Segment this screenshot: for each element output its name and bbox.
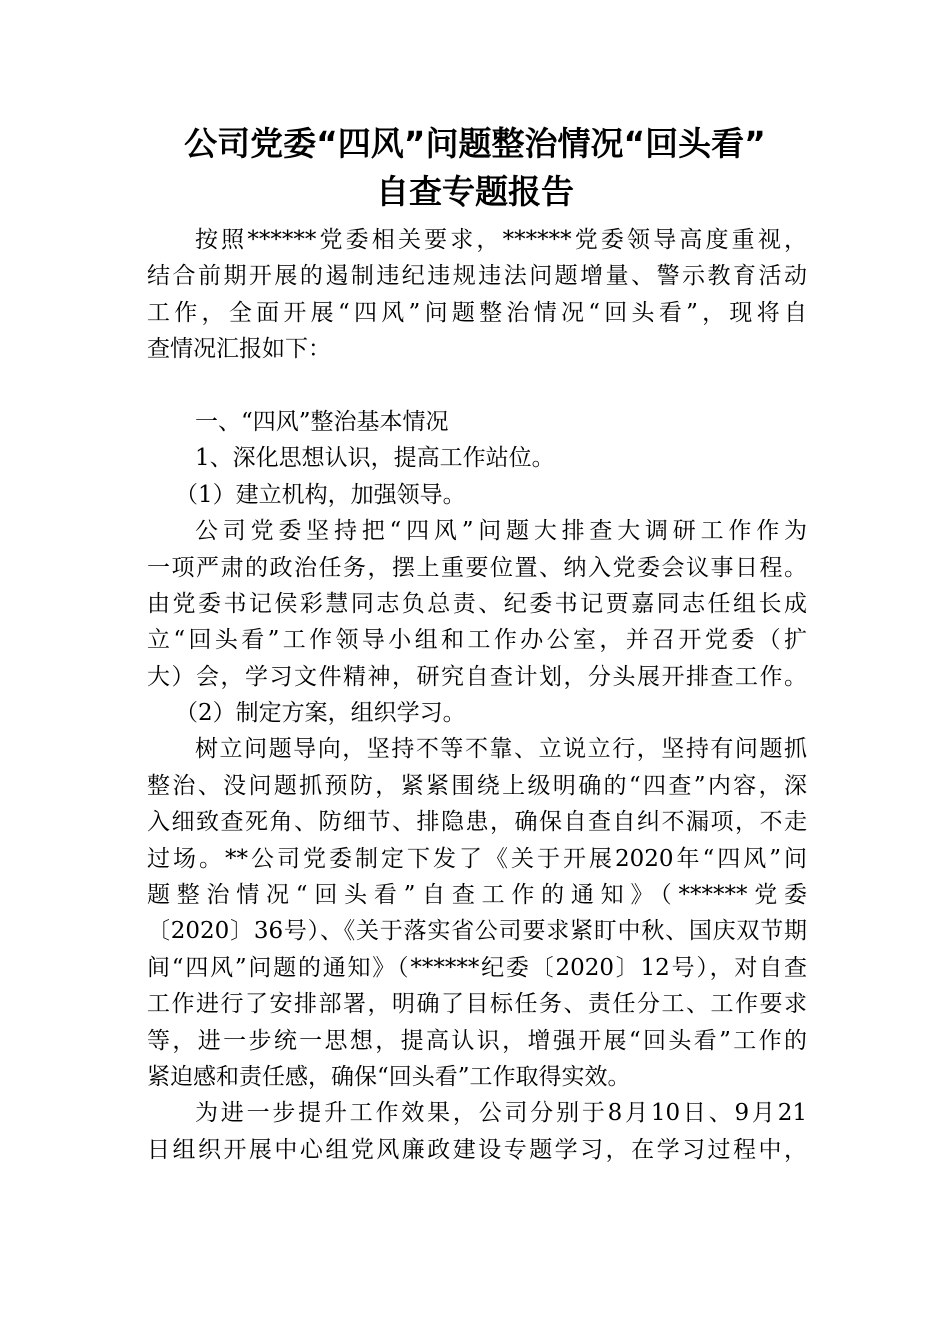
body-line: 立“回头看”工作领导小组和工作办公室，并召开党委（扩 xyxy=(147,627,807,654)
body-line: 一、“四风”整治基本情况 xyxy=(195,408,449,435)
body-line: 公司党委坚持把“四风”问题大排查大调研工作作为 xyxy=(195,518,807,545)
document-body xyxy=(147,222,807,1168)
body-line: 为进一步提升工作效果，公司分别于8月10日、9月21 xyxy=(195,1100,807,1127)
body-line: 入细致查死角、防细节、排隐患，确保自查自纠不漏项，不走 xyxy=(147,809,807,836)
body-line: 间“四风”问题的通知》（******纪委〔2020〕12号），对自查 xyxy=(147,954,807,981)
body-line: 等，进一步统一思想，提高认识，增强开展“回头看”工作的 xyxy=(147,1027,807,1054)
body-line: 工作，全面开展“四风”问题整治情况“回头看”，现将自 xyxy=(147,299,807,326)
body-line: 按照******党委相关要求，******党委领导高度重视， xyxy=(195,227,807,253)
body-line: 大）会，学习文件精神，研究自查计划，分头展开排查工作。 xyxy=(147,663,807,690)
body-line: 查情况汇报如下： xyxy=(147,336,331,363)
body-line: 工作进行了安排部署，明确了目标任务、责任分工、工作要求 xyxy=(147,991,807,1018)
body-line: 树立问题导向，坚持不等不靠、立说立行，坚持有问题抓 xyxy=(195,736,807,763)
body-line: （1）建立机构，加强领导。 xyxy=(175,481,466,508)
blank-line xyxy=(147,368,807,404)
body-line: 题整治情况“回头看”自查工作的通知》（******党委 xyxy=(147,882,807,909)
body-line: 整治、没问题抓预防，紧紧围绕上级明确的“四查”内容，深 xyxy=(147,772,807,799)
body-line: 过场。**公司党委制定下发了《关于开展2020年“四风”问 xyxy=(147,845,807,872)
body-line: 紧迫感和责任感，确保“回头看”工作取得实效。 xyxy=(147,1063,631,1090)
body-line: 〔2020〕36号）、《关于落实省公司要求紧盯中秋、国庆双节期 xyxy=(147,918,807,945)
body-line: 1、深化思想认识，提高工作站位。 xyxy=(195,445,555,472)
body-line: 由党委书记侯彩慧同志负总责、纪委书记贾嘉同志任组长成 xyxy=(147,590,807,617)
document-title-line2: 自查专题报告 xyxy=(376,172,574,211)
body-line: 结合前期开展的遏制违纪违规违法问题增量、警示教育活动 xyxy=(147,263,807,290)
body-line: （2）制定方案，组织学习。 xyxy=(175,700,466,727)
body-line: 一项严肃的政治任务，摆上重要位置、纳入党委会议事日程。 xyxy=(147,554,807,581)
body-line: 日组织开展中心组党风廉政建设专题学习，在学习过程中， xyxy=(147,1136,807,1163)
document-title-line1: 公司党委“四风”问题整治情况“回头看” xyxy=(184,124,766,163)
